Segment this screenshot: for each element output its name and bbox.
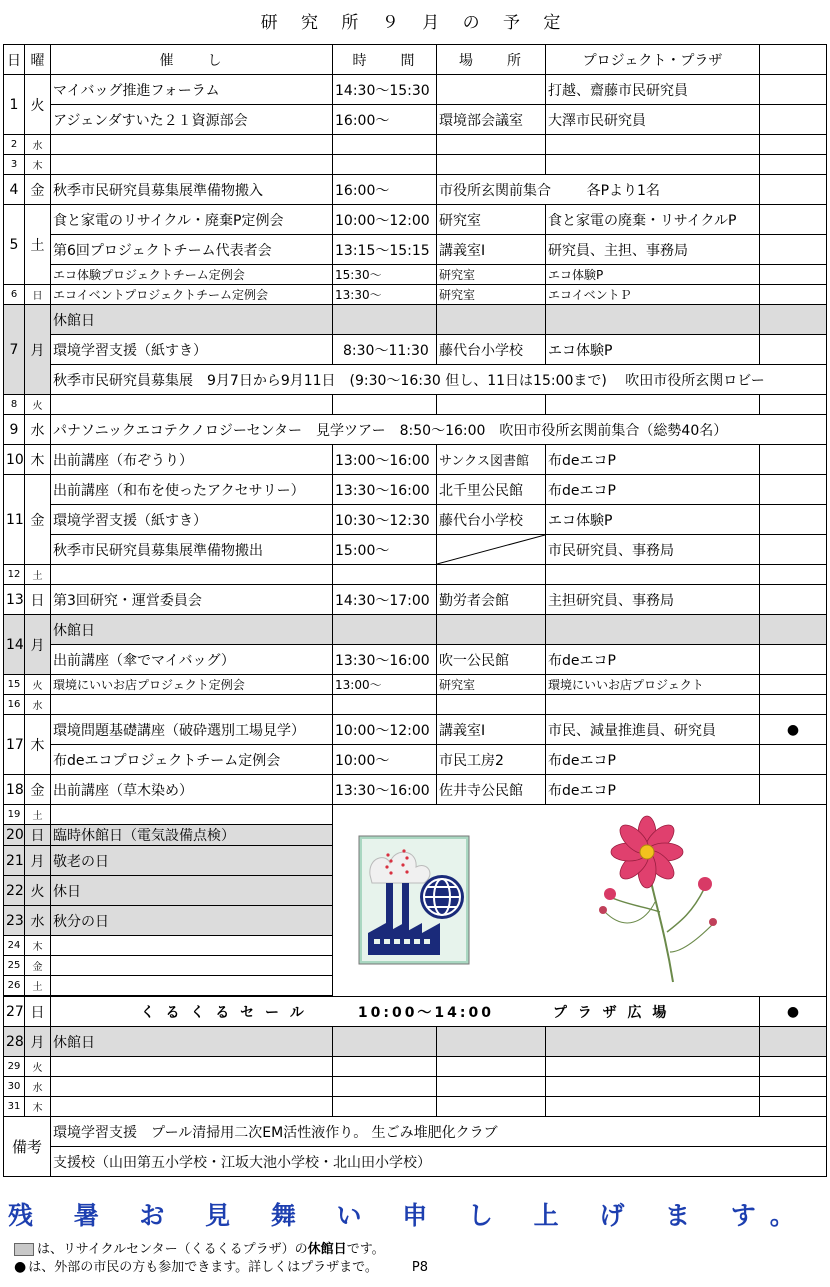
day-number: 1 — [4, 75, 25, 135]
project-cell: 布deエコP — [546, 645, 760, 675]
place-cell: 藤代台小学校 — [437, 505, 546, 535]
day-number: 13 — [4, 585, 25, 615]
project-cell: 市民研究員、事務局 — [546, 535, 760, 565]
place-cell: 研究室 — [437, 675, 546, 695]
mark-cell — [760, 205, 827, 235]
event-cell: 休館日 — [51, 1027, 333, 1057]
event-cell: 臨時休館日（電気設備点検） — [51, 825, 333, 846]
day-of-week: 水 — [25, 906, 51, 936]
day-of-week: 月 — [25, 305, 51, 395]
event-cell: アジェンダすいた２１資源部会 — [51, 105, 333, 135]
time-cell: 14:30～17:00 — [333, 585, 437, 615]
page-number: P8 — [411, 1260, 429, 1275]
day-number: 8 — [4, 395, 25, 415]
mark-cell — [760, 535, 827, 565]
time-cell: 10:30～12:30 — [333, 505, 437, 535]
event-cell: 第6回プロジェクトチーム代表者会 — [51, 235, 333, 265]
day-of-week: 土 — [25, 976, 51, 996]
event-cell: 環境学習支援（紙すき） — [51, 505, 333, 535]
day-number: 2 — [4, 135, 25, 155]
table-row — [4, 715, 827, 745]
event-cell: 出前講座（草木染め） — [51, 775, 333, 805]
day-of-week: 土 — [25, 565, 51, 585]
day-of-week: 木 — [25, 155, 51, 175]
day-of-week: 月 — [25, 615, 51, 675]
project-cell: エコ体験P — [546, 265, 760, 285]
time-cell: 10:00～12:00 — [333, 205, 437, 235]
table-row — [4, 745, 827, 775]
header-row — [4, 45, 827, 75]
day-number: 20 — [4, 825, 25, 846]
remarks-label: 備考 — [4, 1117, 51, 1177]
event-cell: 出前講座（布ぞうり） — [51, 445, 333, 475]
legend-dot-text: は、外部の市民の方も参加できます。詳しくはプラザまで。 — [28, 1260, 378, 1275]
header-place: 場 所 — [437, 45, 546, 75]
day-of-week: 金 — [25, 956, 51, 976]
table-row — [4, 395, 827, 415]
project-text: 各Pより1名 — [586, 182, 660, 199]
mark-cell — [760, 445, 827, 475]
day-of-week: 木 — [25, 445, 51, 475]
day-number: 19 — [4, 805, 25, 825]
day-number: 24 — [4, 936, 25, 956]
day-number: 28 — [4, 1027, 25, 1057]
project-cell: エコ体験P — [546, 505, 760, 535]
place-cell: サンクス図書館 — [437, 445, 546, 475]
legend-gray — [14, 1238, 385, 1257]
day-of-week: 木 — [25, 715, 51, 775]
day-of-week: 火 — [25, 395, 51, 415]
day-of-week: 水 — [25, 415, 51, 445]
project-cell: 主担研究員、事務局 — [546, 585, 760, 615]
event-cell: 秋分の日 — [51, 906, 333, 936]
time-cell: 13:15～15:15 — [333, 235, 437, 265]
place-cell — [437, 175, 760, 205]
day-of-week: 日 — [25, 997, 51, 1027]
day-number: 22 — [4, 876, 25, 906]
table-row — [4, 775, 827, 805]
day-number: 7 — [4, 305, 25, 395]
page-title: 研 究 所 ９ 月 の 予 定 — [260, 13, 570, 33]
mark-cell — [760, 475, 827, 505]
sale-event-cell: く る く る セ ー ル 10:00～14:00 プ ラ ザ 広 場 — [51, 997, 760, 1027]
table-row — [4, 175, 827, 205]
day-of-week: 土 — [25, 205, 51, 285]
time-cell: 13:00～16:00 — [333, 445, 437, 475]
day-number: 15 — [4, 675, 25, 695]
table-row — [4, 205, 827, 235]
table-row — [4, 265, 827, 285]
day-number: 21 — [4, 846, 25, 876]
table-row — [4, 585, 827, 615]
day-of-week: 日 — [25, 285, 51, 305]
participation-dot-icon: ● — [760, 997, 827, 1027]
table-row — [4, 645, 827, 675]
time-cell: 16:00～ — [333, 105, 437, 135]
legend-dot — [14, 1256, 428, 1275]
event-cell: 敬老の日 — [51, 846, 333, 876]
day-number: 23 — [4, 906, 25, 936]
table-row — [4, 155, 827, 175]
event-cell: 環境学習支援（紙すき） — [51, 335, 333, 365]
event-cell: 環境にいいお店プロジェクト定例会 — [51, 675, 333, 695]
project-cell: エコ体験P — [546, 335, 760, 365]
project-cell: 大澤市民研究員 — [546, 105, 760, 135]
place-cell: 北千里公民館 — [437, 475, 546, 505]
place-text: 市役所玄関前集合 — [439, 182, 551, 199]
time-cell: 13:30～16:00 — [333, 475, 437, 505]
event-cell: 秋季市民研究員募集展準備物搬入 — [51, 175, 333, 205]
mark-cell — [760, 235, 827, 265]
day-number: 11 — [4, 475, 25, 565]
participation-dot-icon: ● — [760, 715, 827, 745]
place-cell-crossed — [437, 535, 546, 565]
day-number: 25 — [4, 956, 25, 976]
table-row — [4, 415, 827, 445]
day-of-week: 火 — [25, 75, 51, 135]
mark-cell — [760, 335, 827, 365]
day-number: 29 — [4, 1057, 25, 1077]
table-row — [4, 445, 827, 475]
day-number: 31 — [4, 1097, 25, 1117]
event-cell: 休館日 — [51, 305, 333, 335]
table-row — [4, 1027, 827, 1057]
project-cell: 環境にいいお店プロジェクト — [546, 675, 760, 695]
day-number: 5 — [4, 205, 25, 285]
day-number: 17 — [4, 715, 25, 775]
table-row — [4, 105, 827, 135]
place-cell: 研究室 — [437, 265, 546, 285]
day-number: 6 — [4, 285, 25, 305]
event-cell: 秋季市民研究員募集展準備物搬出 — [51, 535, 333, 565]
table-row — [4, 75, 827, 105]
day-of-week: 火 — [25, 1057, 51, 1077]
header-mark — [760, 45, 827, 75]
eco-factory-illustration — [358, 835, 470, 965]
time-cell: 13:30～ — [333, 285, 437, 305]
schedule-table — [3, 44, 827, 1177]
day-of-week: 水 — [25, 135, 51, 155]
day-of-week: 火 — [25, 876, 51, 906]
mark-cell — [760, 105, 827, 135]
table-row — [4, 1077, 827, 1097]
day-number: 16 — [4, 695, 25, 715]
place-cell: 講義室Ⅰ — [437, 235, 546, 265]
project-cell: 布deエコP — [546, 475, 760, 505]
place-cell: 藤代台小学校 — [437, 335, 546, 365]
day-number: 12 — [4, 565, 25, 585]
event-cell: 休日 — [51, 876, 333, 906]
table-row — [4, 505, 827, 535]
table-row — [4, 1097, 827, 1117]
place-cell — [437, 75, 546, 105]
day-of-week: 金 — [25, 475, 51, 565]
project-cell: 布deエコP — [546, 445, 760, 475]
mark-cell — [760, 75, 827, 105]
table-row — [4, 335, 827, 365]
project-cell: 打越、齋藤市民研究員 — [546, 75, 760, 105]
table-row — [4, 535, 827, 565]
mark-cell — [760, 175, 827, 205]
remarks-row — [4, 1117, 827, 1147]
table-row — [4, 565, 827, 585]
legend-closed-day: 休館日 — [307, 1242, 347, 1257]
mark-cell — [760, 645, 827, 675]
day-of-week: 土 — [25, 805, 51, 825]
event-cell: 出前講座（傘でマイバッグ） — [51, 645, 333, 675]
day-of-week: 月 — [25, 1027, 51, 1057]
header-project: プロジェクト・プラザ — [546, 45, 760, 75]
place-cell: 研究室 — [437, 285, 546, 305]
day-of-week: 日 — [25, 825, 51, 846]
event-cell: 出前講座（和布を使ったアクセサリー） — [51, 475, 333, 505]
day-of-week: 木 — [25, 1097, 51, 1117]
mark-cell — [760, 285, 827, 305]
mark-cell — [760, 505, 827, 535]
event-cell: マイバッグ推進フォーラム — [51, 75, 333, 105]
project-cell: エコイベントＰ — [546, 285, 760, 305]
table-row — [4, 235, 827, 265]
table-row — [4, 135, 827, 155]
day-of-week: 日 — [25, 585, 51, 615]
header-dow: 曜 — [25, 45, 51, 75]
time-cell: 13:30～16:00 — [333, 775, 437, 805]
diagonal-line — [437, 535, 545, 564]
event-cell: 環境問題基礎講座（破砕選別工場見学） — [51, 715, 333, 745]
project-cell: 布deエコP — [546, 775, 760, 805]
day-of-week: 木 — [25, 936, 51, 956]
day-of-week: 月 — [25, 846, 51, 876]
table-row — [4, 615, 827, 645]
event-cell: エコイベントプロジェクトチーム定例会 — [51, 285, 333, 305]
day-of-week: 火 — [25, 675, 51, 695]
place-cell: 研究室 — [437, 205, 546, 235]
event-cell: 休館日 — [51, 615, 333, 645]
place-cell: 環境部会議室 — [437, 105, 546, 135]
day-number: 10 — [4, 445, 25, 475]
project-cell: 市民、減量推進員、研究員 — [546, 715, 760, 745]
day-number: 3 — [4, 155, 25, 175]
gray-swatch-icon — [14, 1243, 34, 1256]
greeting-text: 残 暑 お 見 舞 い 申 し 上 げ ま す。 — [8, 1201, 811, 1230]
remarks-line-1: 環境学習支援 プール清掃用二次EM活性液作り。 生ごみ堆肥化クラブ — [51, 1117, 827, 1147]
time-cell: 14:30～15:30 — [333, 75, 437, 105]
table-row — [4, 285, 827, 305]
event-cell: 第3回研究・運営委員会 — [51, 585, 333, 615]
time-cell: 15:00～ — [333, 535, 437, 565]
project-cell: 布deエコP — [546, 745, 760, 775]
time-cell: 15:30～ — [333, 265, 437, 285]
day-number: 4 — [4, 175, 25, 205]
day-of-week: 金 — [25, 775, 51, 805]
mark-cell — [760, 775, 827, 805]
event-cell: エコ体験プロジェクトチーム定例会 — [51, 265, 333, 285]
mark-cell — [760, 265, 827, 285]
remarks-row — [4, 1147, 827, 1177]
header-event: 催 し — [51, 45, 333, 75]
table-row — [4, 1057, 827, 1077]
day-number: 9 — [4, 415, 25, 445]
place-cell: 講義室Ⅰ — [437, 715, 546, 745]
event-cell: 布deエコプロジェクトチーム定例会 — [51, 745, 333, 775]
day-number: 27 — [4, 997, 25, 1027]
legend-gray-end: です。 — [346, 1242, 385, 1257]
mark-cell — [760, 745, 827, 775]
time-cell: 10:00～ — [333, 745, 437, 775]
time-cell: 13:30～16:00 — [333, 645, 437, 675]
header-day: 日 — [4, 45, 25, 75]
time-cell: 8:30～11:30 — [333, 335, 437, 365]
table-row — [4, 365, 827, 395]
event-cell: パナソニックエコテクノロジーセンター 見学ツアー 8:50～16:00 吹田市役所玄関前集合（総勢40名） — [51, 415, 827, 445]
event-cell: 秋季市民研究員募集展 9月7日から9月11日 (9:30～16:30 但し、11日は15:00まで) 吹田市役所玄関ロビー — [51, 365, 827, 395]
time-cell: 13:00～ — [333, 675, 437, 695]
place-cell: 吹一公民館 — [437, 645, 546, 675]
time-cell: 10:00～12:00 — [333, 715, 437, 745]
day-of-week: 水 — [25, 695, 51, 715]
table-row — [4, 305, 827, 335]
day-number: 26 — [4, 976, 25, 996]
remarks-line-2: 支援校（山田第五小学校・江坂大池小学校・北山田小学校） — [51, 1147, 827, 1177]
cosmos-flower-illustration — [585, 812, 735, 987]
table-row — [4, 475, 827, 505]
project-cell: 研究員、主担、事務局 — [546, 235, 760, 265]
table-row — [4, 997, 827, 1027]
header-time: 時 間 — [333, 45, 437, 75]
mark-cell — [760, 585, 827, 615]
place-cell: 佐井寺公民館 — [437, 775, 546, 805]
day-number: 30 — [4, 1077, 25, 1097]
event-cell: 食と家電のリサイクル・廃棄P定例会 — [51, 205, 333, 235]
day-of-week: 金 — [25, 175, 51, 205]
bullet-dot-icon: ● — [14, 1259, 27, 1275]
day-of-week: 水 — [25, 1077, 51, 1097]
day-number: 18 — [4, 775, 25, 805]
table-row — [4, 695, 827, 715]
table-row — [4, 675, 827, 695]
project-cell: 食と家電の廃棄・リサイクルP — [546, 205, 760, 235]
time-cell: 16:00～ — [333, 175, 437, 205]
mark-cell — [760, 675, 827, 695]
day-number: 14 — [4, 615, 25, 675]
place-cell: 市民工房2 — [437, 745, 546, 775]
place-cell: 勤労者会館 — [437, 585, 546, 615]
legend-gray-text: は、リサイクルセンター（くるくるプラザ）の — [37, 1242, 308, 1257]
